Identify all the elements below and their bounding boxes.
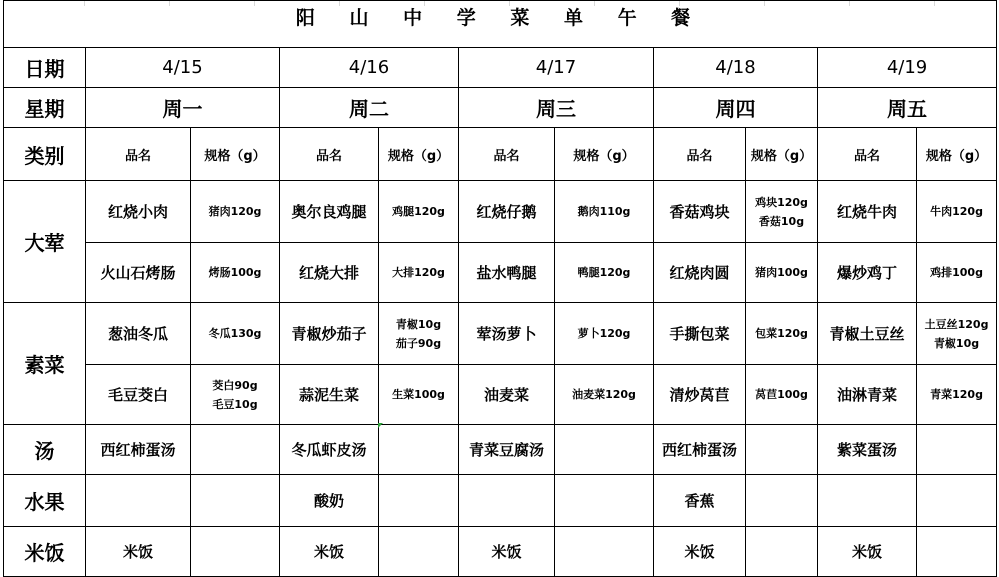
- dish-spec-cell[interactable]: [555, 365, 654, 425]
- dish-spec-cell[interactable]: [555, 303, 654, 365]
- dish-name-cell[interactable]: 荤汤萝卜: [459, 303, 555, 365]
- soup-name-cell[interactable]: 青菜豆腐汤: [459, 425, 555, 475]
- dish-name-cell[interactable]: 清炒莴苣: [654, 365, 746, 425]
- spec-line: 青椒10g: [395, 317, 442, 331]
- dish-name-cell[interactable]: 奥尔良鸡腿: [280, 181, 379, 243]
- soup-spec-cell[interactable]: [746, 425, 818, 475]
- column-header-row: [4, 128, 997, 181]
- rice-name-cell[interactable]: 米饭: [818, 527, 917, 577]
- menu-title[interactable]: 阳 山 中 学 菜 单 午 餐: [4, 1, 997, 48]
- dish-spec-cell[interactable]: [191, 365, 280, 425]
- dish-name-cell[interactable]: 香菇鸡块: [654, 181, 746, 243]
- fruit-name-cell[interactable]: 酸奶: [280, 475, 379, 527]
- fruit-spec-cell[interactable]: [917, 475, 997, 527]
- soup-name-cell[interactable]: 西红柿蛋汤: [86, 425, 191, 475]
- spec-line: 鸡排100g: [930, 266, 983, 279]
- spec-line: 鸡块120g: [755, 195, 808, 209]
- dish-name-cell[interactable]: 爆炒鸡丁: [818, 243, 917, 303]
- spec-line: 包菜120g: [755, 327, 808, 340]
- row-label-fruit[interactable]: 水果: [4, 475, 86, 527]
- fruit-name-cell[interactable]: [459, 475, 555, 527]
- dish-name-cell[interactable]: 手撕包菜: [654, 303, 746, 365]
- veg-row: [4, 303, 997, 365]
- spec-line: 莴苣100g: [755, 388, 808, 401]
- column-header-spec[interactable]: 规格（g）: [917, 128, 997, 181]
- weekday-row: [4, 88, 997, 128]
- column-header-spec[interactable]: 规格（g）: [555, 128, 654, 181]
- dish-name-cell[interactable]: 红烧仔鹅: [459, 181, 555, 243]
- rice-name-cell[interactable]: 米饭: [459, 527, 555, 577]
- fruit-spec-cell[interactable]: [746, 475, 818, 527]
- fruit-name-cell[interactable]: [86, 475, 191, 527]
- dish-name-cell[interactable]: 红烧肉圆: [654, 243, 746, 303]
- fruit-name-cell[interactable]: 香蕉: [654, 475, 746, 527]
- date-cell[interactable]: 4/18: [654, 48, 818, 88]
- soup-spec-cell[interactable]: [191, 425, 280, 475]
- dish-name-cell[interactable]: 青椒土豆丝: [818, 303, 917, 365]
- spec-line: 毛豆10g: [212, 397, 258, 411]
- soup-spec-cell[interactable]: [379, 425, 459, 475]
- date-cell[interactable]: 4/16: [280, 48, 459, 88]
- row-label-date[interactable]: 日期: [4, 48, 86, 88]
- dish-spec-cell[interactable]: [379, 365, 459, 425]
- dish-spec-cell[interactable]: [917, 303, 997, 365]
- spec-line: 生菜100g: [392, 388, 445, 401]
- rice-spec-cell[interactable]: [555, 527, 654, 577]
- dish-name-cell[interactable]: 葱油冬瓜: [86, 303, 191, 365]
- date-cell[interactable]: 4/19: [818, 48, 997, 88]
- rice-name-cell[interactable]: 米饭: [654, 527, 746, 577]
- column-header-spec[interactable]: 规格（g）: [191, 128, 280, 181]
- spec-line: 茄子90g: [395, 336, 442, 350]
- dish-name-cell[interactable]: 盐水鸭腿: [459, 243, 555, 303]
- dish-spec-cell[interactable]: [555, 181, 654, 243]
- dish-spec-cell[interactable]: [917, 243, 997, 303]
- cell-comment-marker: [378, 423, 383, 428]
- spec-line: 冬瓜130g: [208, 327, 262, 340]
- spec-line: 猪肉120g: [208, 205, 262, 218]
- dish-spec-cell[interactable]: [379, 243, 459, 303]
- dish-spec-cell[interactable]: [917, 181, 997, 243]
- spec-line: 青椒10g: [933, 336, 980, 350]
- spec-line: 猪肉100g: [755, 266, 808, 279]
- spec-line: 萝卜120g: [577, 327, 631, 340]
- row-label-category[interactable]: 类别: [4, 128, 86, 181]
- spec-line: 鸭腿120g: [577, 266, 631, 279]
- spec-line: 牛肉120g: [930, 205, 983, 218]
- rice-row: [4, 527, 997, 577]
- spec-line: 香菇10g: [758, 214, 805, 228]
- dish-spec-cell[interactable]: [917, 365, 997, 425]
- lunch-menu-table: [3, 0, 997, 577]
- row-label-weekday[interactable]: 星期: [4, 88, 86, 128]
- spec-line: 青菜120g: [930, 388, 983, 401]
- meat-row: [4, 181, 997, 243]
- weekday-cell[interactable]: 周二: [280, 88, 459, 128]
- fruit-spec-cell[interactable]: [379, 475, 459, 527]
- rice-name-cell[interactable]: 米饭: [280, 527, 379, 577]
- row-label-soup[interactable]: 汤: [4, 425, 86, 475]
- date-cell[interactable]: 4/17: [459, 48, 654, 88]
- column-header-name[interactable]: 品名: [280, 128, 379, 181]
- rice-spec-cell[interactable]: [379, 527, 459, 577]
- spec-line: 鹅肉110g: [577, 205, 631, 218]
- title-row: [4, 1, 997, 48]
- weekday-cell[interactable]: 周三: [459, 88, 654, 128]
- date-row: [4, 48, 997, 88]
- soup-name-cell[interactable]: 紫菜蛋汤: [818, 425, 917, 475]
- spec-line: 土豆丝120g: [924, 317, 989, 331]
- dish-spec-cell[interactable]: [191, 303, 280, 365]
- row-label-rice[interactable]: 米饭: [4, 527, 86, 577]
- spec-line: 大排120g: [392, 266, 445, 279]
- fruit-spec-cell[interactable]: [555, 475, 654, 527]
- dish-name-cell[interactable]: 红烧牛肉: [818, 181, 917, 243]
- soup-spec-cell[interactable]: [555, 425, 654, 475]
- date-cell[interactable]: 4/15: [86, 48, 280, 88]
- dish-spec-cell[interactable]: [379, 303, 459, 365]
- dish-name-cell[interactable]: 毛豆茭白: [86, 365, 191, 425]
- dish-name-cell[interactable]: 火山石烤肠: [86, 243, 191, 303]
- dish-spec-cell[interactable]: [746, 243, 818, 303]
- row-label-veg[interactable]: 素菜: [4, 303, 86, 425]
- meat-row: [4, 243, 997, 303]
- rice-spec-cell[interactable]: [917, 527, 997, 577]
- spec-line: 烤肠100g: [208, 266, 262, 279]
- spec-line: 油麦菜120g: [572, 388, 636, 401]
- soup-row: [4, 425, 997, 475]
- column-header-name[interactable]: 品名: [818, 128, 917, 181]
- dish-name-cell[interactable]: 青椒炒茄子: [280, 303, 379, 365]
- column-header-spec[interactable]: 规格（g）: [379, 128, 459, 181]
- rice-name-cell[interactable]: 米饭: [86, 527, 191, 577]
- dish-name-cell[interactable]: 油淋青菜: [818, 365, 917, 425]
- soup-name-cell[interactable]: 西红柿蛋汤: [654, 425, 746, 475]
- fruit-row: [4, 475, 997, 527]
- dish-spec-cell[interactable]: [191, 243, 280, 303]
- weekday-cell[interactable]: 周四: [654, 88, 818, 128]
- soup-spec-cell[interactable]: [917, 425, 997, 475]
- weekday-cell[interactable]: 周一: [86, 88, 280, 128]
- dish-spec-cell[interactable]: [746, 181, 818, 243]
- row-label-meat[interactable]: 大荤: [4, 181, 86, 303]
- dish-spec-cell[interactable]: [746, 303, 818, 365]
- column-header-spec[interactable]: 规格（g）: [746, 128, 818, 181]
- dish-spec-cell[interactable]: [555, 243, 654, 303]
- dish-name-cell[interactable]: 红烧小肉: [86, 181, 191, 243]
- rice-spec-cell[interactable]: [746, 527, 818, 577]
- soup-name-cell[interactable]: 冬瓜虾皮汤: [280, 425, 379, 475]
- dish-spec-cell[interactable]: [379, 181, 459, 243]
- spec-line: 鸡腿120g: [392, 205, 445, 218]
- veg-row: [4, 365, 997, 425]
- spec-line: 茭白90g: [212, 378, 258, 392]
- rice-spec-cell[interactable]: [191, 527, 280, 577]
- column-header-name[interactable]: 品名: [86, 128, 191, 181]
- dish-spec-cell[interactable]: [746, 365, 818, 425]
- column-header-name[interactable]: 品名: [654, 128, 746, 181]
- dish-name-cell[interactable]: 蒜泥生菜: [280, 365, 379, 425]
- weekday-cell[interactable]: 周五: [818, 88, 997, 128]
- fruit-spec-cell[interactable]: [191, 475, 280, 527]
- dish-name-cell[interactable]: 油麦菜: [459, 365, 555, 425]
- column-header-name[interactable]: 品名: [459, 128, 555, 181]
- dish-name-cell[interactable]: 红烧大排: [280, 243, 379, 303]
- dish-spec-cell[interactable]: [191, 181, 280, 243]
- fruit-name-cell[interactable]: [818, 475, 917, 527]
